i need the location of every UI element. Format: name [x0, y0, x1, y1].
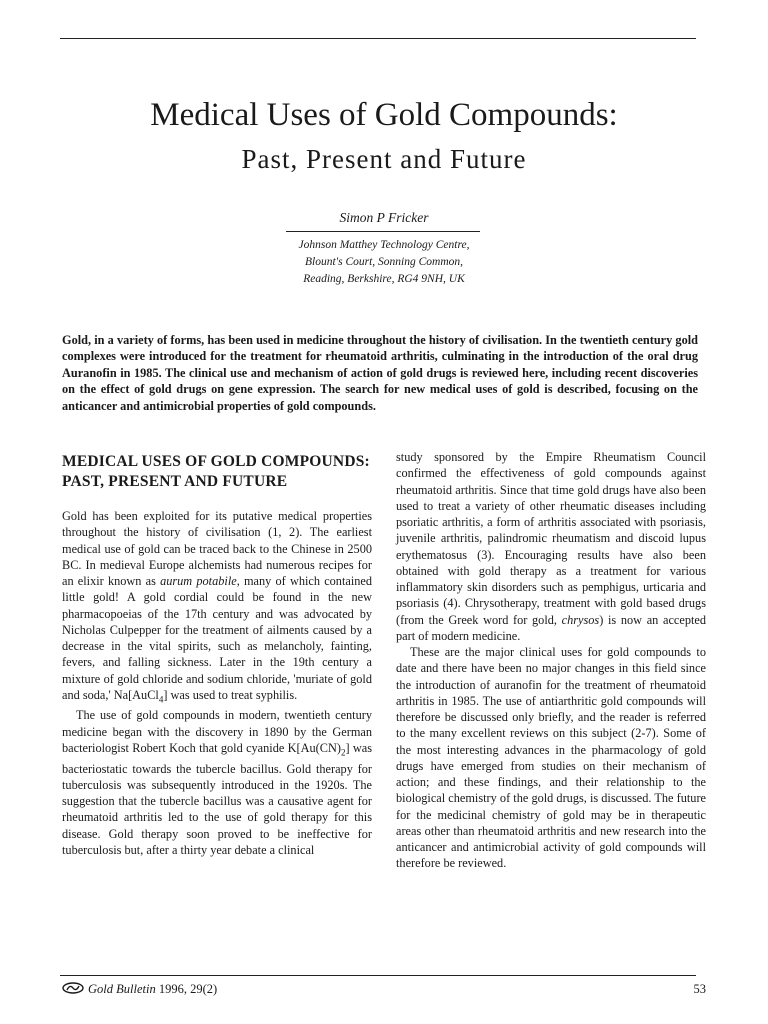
journal-name: Gold Bulletin — [88, 982, 156, 996]
text-run: The use of gold compounds in modern, twentieth century medicine began with the discovery in 1890 by the German bacteriologist Robert Koch that gold cyanide K[Au(CN) — [62, 708, 372, 755]
body-paragraph — [396, 449, 706, 644]
author-rule — [286, 231, 480, 232]
right-column — [396, 449, 706, 872]
affiliation-line: Reading, Berkshire, RG4 9NH, UK — [303, 273, 465, 285]
section-heading: MEDICAL USES OF GOLD COMPOUNDS: PAST, PRESENT AND FUTURE — [62, 453, 370, 490]
text-run: ] was bacteriostatic towards the tubercle bacillus. Gold therapy for tuberculosis was subsequently introduced in the 1920s. The suggestion that the tubercle bacillus was a causative agent for rheumatoid arthritis led to the use of gold therapy for this disease. Gold therapy soon proved to be ineffective for tuberculosis but, after a thirty year debate a clinical — [62, 740, 373, 857]
journal-volume: 1996, 29(2) — [155, 982, 218, 996]
gold-bulletin-logo-icon — [62, 982, 84, 994]
footer-citation — [62, 982, 217, 997]
text-run: study sponsored by the Empire Rheumatism Council confirmed the effectiveness of gold compounds against rheumatoid arthritis. Since that time gold drugs have also been used to treat a variety of other rheumatic diseases including psoriatic arthritis, a form of arthritis associated with psoriasis, juvenile arthritis, palindromic rheumatism and discoid lupus erythematosus (3). Encouraging results have also been obtained with gold therapy as a treatment for various inflammatory skin disorders such as pemphigus, urticaria and psoriasis (4). Chrysotherapy, treatment with gold based drugs (from the Greek word for gold, — [396, 450, 706, 627]
body-paragraph: These are the major clinical uses for gold compounds to date and there have been no major changes in this field since the introduction of auranofin for the treatment of rheumatoid arthritis in 1985. The use of antiarthritic gold compounds will therefore be discussed only briefly, and the reader is referred to the many excellent reviews on this subject (2-7). Some of the most interesting advances in the pharmacology of gold drugs have emerged from studies on their mechanism of action; and these findings, and their relationship to the biological chemistry of the gold drugs, is discussed. The future for the medicinal chemistry of gold may be in therapeutic areas other than rheumatoid arthritis and new research into the anticancer and antimicrobial activity of gold compounds will therefore be reviewed. — [396, 645, 706, 871]
page-number: 53 — [693, 982, 706, 996]
top-rule — [60, 38, 696, 39]
text-run: , many of which contained little gold! A gold cordial could be found in the new pharmacopoeias of the 17th century and was advocated by Nicholas Culpepper for the treatment of ailments caused by a decrease in the vital spirits, such as melancholy, fainting, fevers, and falling sickness. Later in the 19th century a mixture of gold chloride and sodium chloride, 'muriate of gold and soda,' Na[AuCl — [62, 574, 372, 702]
footer-rule — [60, 975, 696, 976]
text-run: Gold has been exploited for its putative medical properties throughout the history of civilisation (1, 2). The earliest medical use of gold can be traced back to the Chinese in 2500 BC. In medieval Europe alchemists had numerous recipes for an elixir known as — [62, 509, 372, 588]
article-subtitle: Past, Present and Future — [241, 144, 527, 174]
author-name: Simon P Fricker — [339, 210, 429, 225]
author-affiliation — [270, 237, 498, 288]
affiliation-line: Johnson Matthey Technology Centre, — [298, 239, 470, 251]
affiliation-line: Blount's Court, Sonning Common, — [304, 256, 464, 268]
text-run: ] was used to treat syphilis. — [163, 687, 298, 702]
body-paragraph — [62, 707, 372, 858]
abstract: Gold, in a variety of forms, has been used in medicine throughout the history of civilisation. In the twentieth century gold complexes were introduced for the treatment for rheumatoid arthritis, culminating in the introduction of the oral drug Auranofin in 1985. The clinical use and mechanism of action of gold drugs is reviewed here, including recent discoveries on the effect of gold drugs on gene expression. The search for new medical uses of gold is described, focusing on the anticancer and antimicrobial properties of gold compounds. — [62, 333, 698, 413]
text-run: ) is now an accepted part of modern medicine. — [396, 612, 706, 643]
italic-term: aurum potabile — [160, 574, 237, 588]
left-column — [62, 452, 372, 858]
subscript: 2 — [340, 747, 346, 758]
article-title: Medical Uses of Gold Compounds: — [150, 97, 618, 133]
italic-term: chrysos — [561, 612, 600, 627]
body-paragraph — [62, 508, 372, 707]
subscript: 4 — [158, 694, 164, 705]
